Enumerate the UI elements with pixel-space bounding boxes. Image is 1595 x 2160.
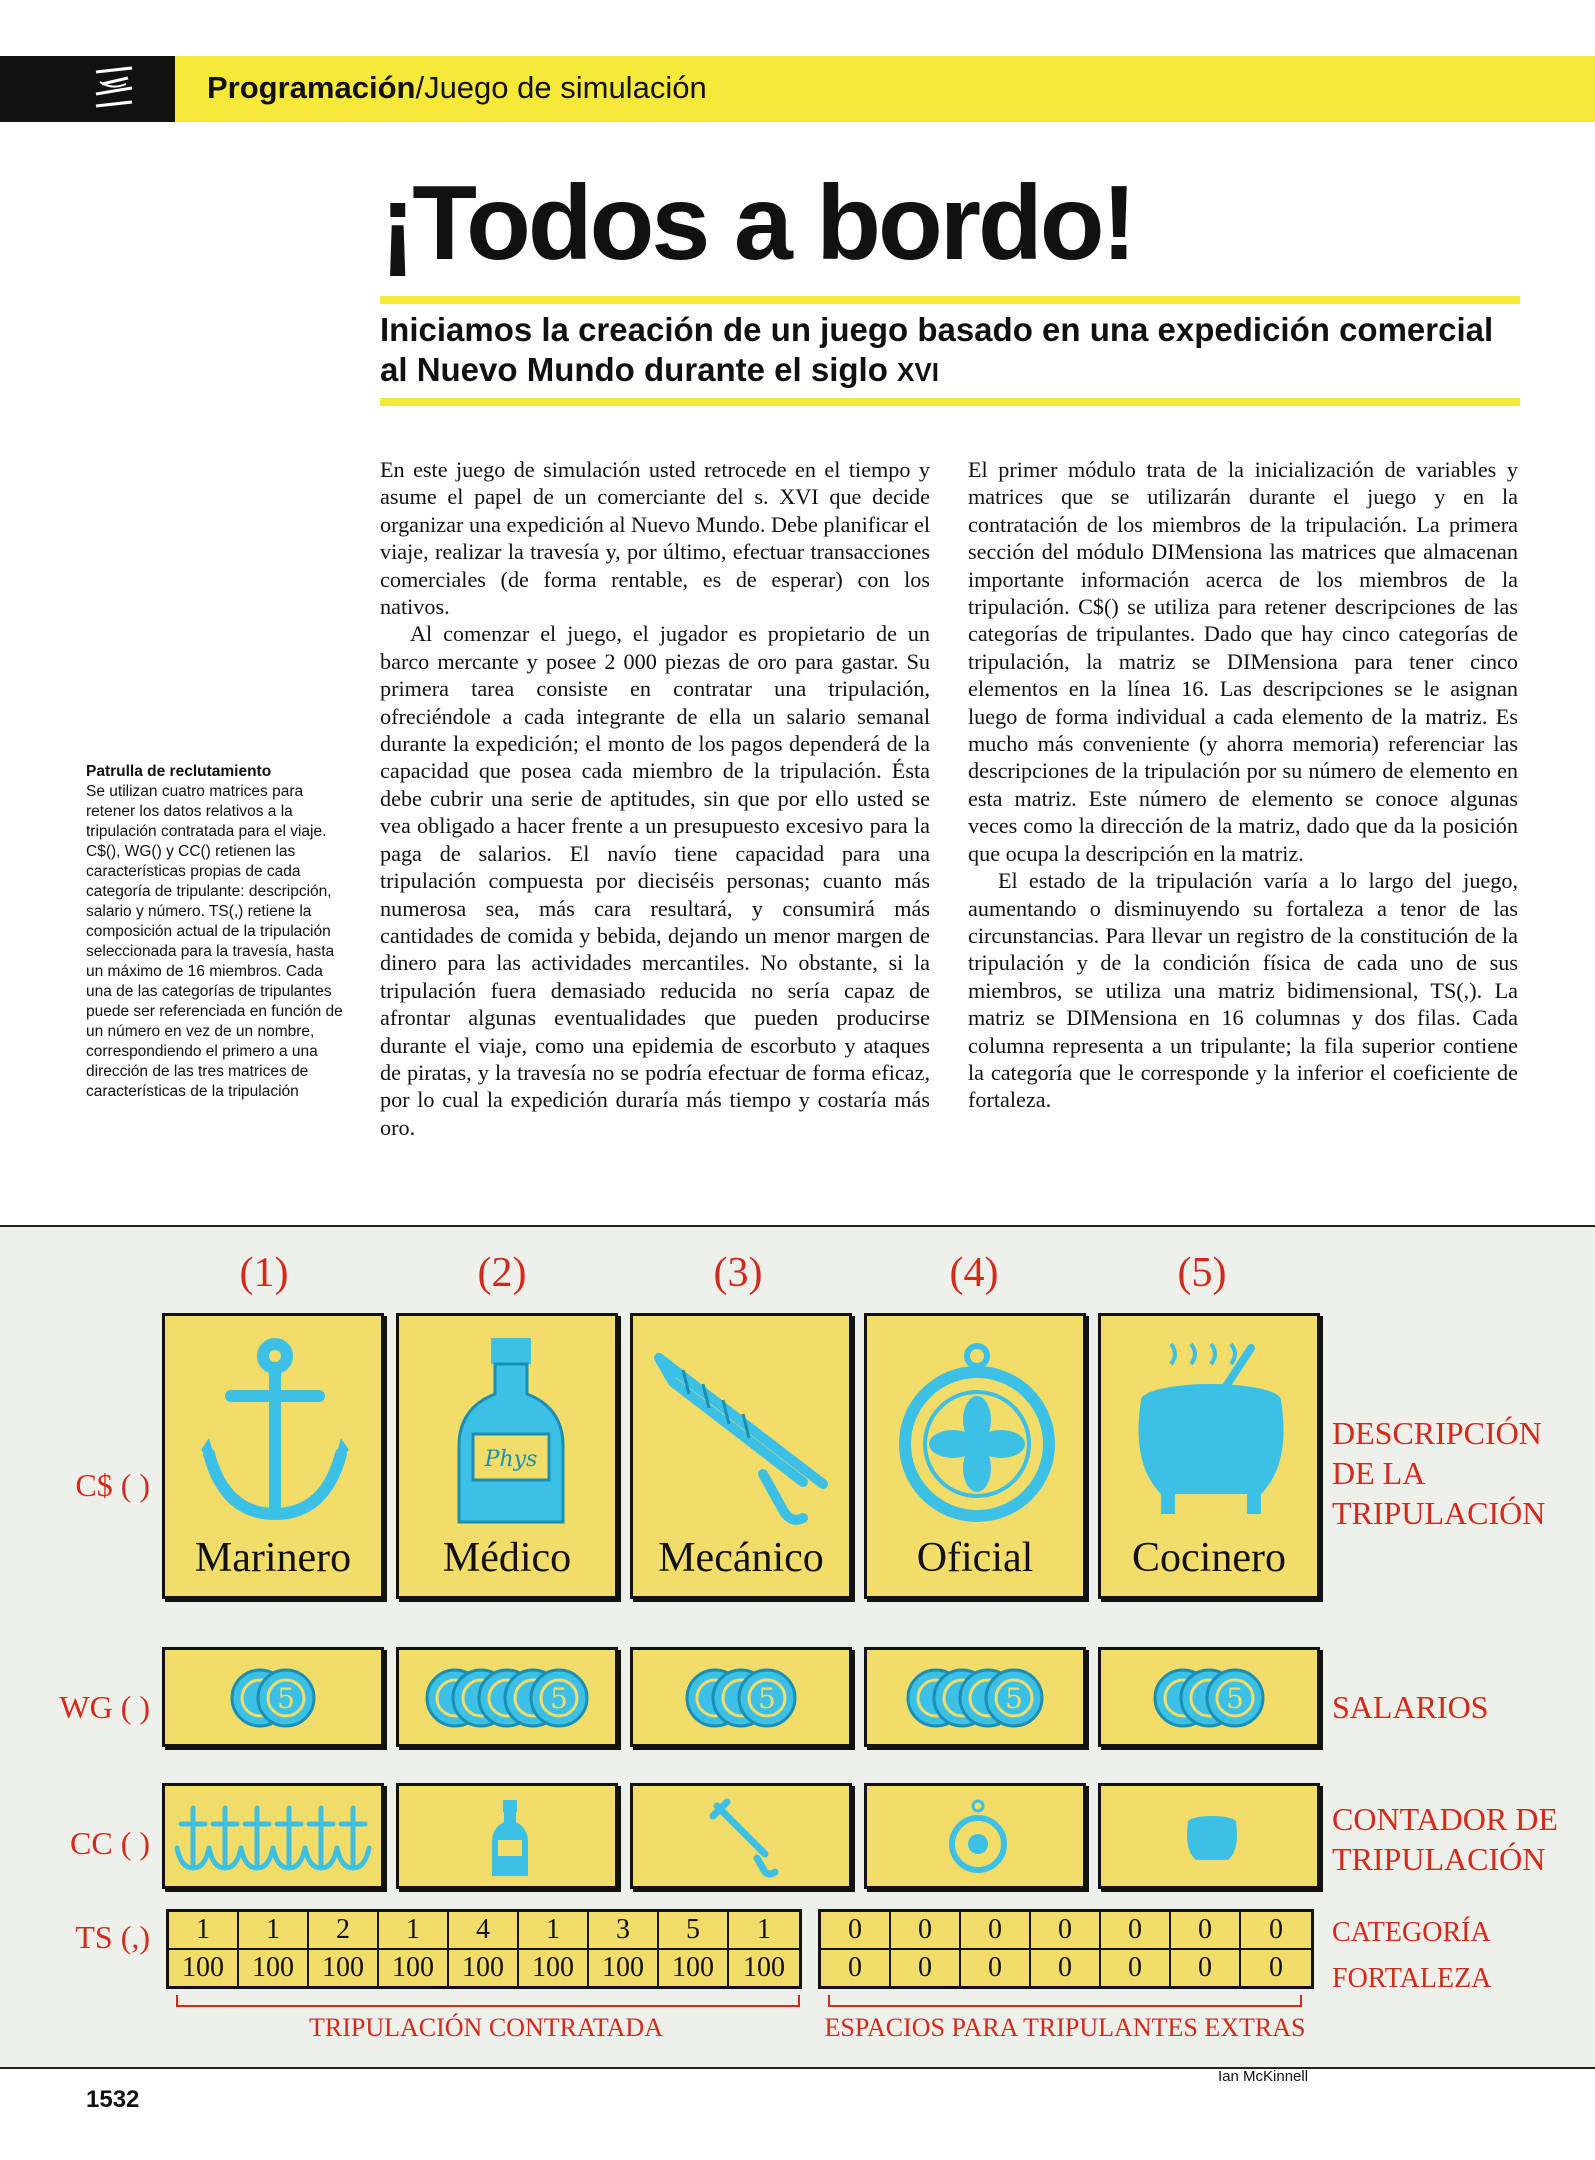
ts-category-value: 1 [266,1914,280,1945]
ts-column [1101,1912,1171,1986]
ts-strength-value: 0 [1031,1948,1099,1986]
crew-matrix-diagram [0,1225,1595,2069]
coin-icon [1207,1670,1263,1726]
coins-icon [906,1666,1044,1730]
paragraph: En este juego de simulación usted retrocede en el tiempo y asume el papel de un comerciante del s. XVI que decide organizar una expedición al Nuevo Mundo. Debe planificar el viaje, realizar la travesía y, por último, efectuar transacciones comerciales (de forma rentable, es de esperar) con los nativos. [380,457,930,620]
coin-value: 5 [550,1682,568,1715]
ts-strength-value: 100 [729,1948,799,1986]
ts-column [239,1912,309,1986]
coins-icon [425,1666,589,1730]
ts-category-value: 0 [988,1914,1002,1945]
coin-value: 5 [277,1682,295,1715]
ts-strength-value: 100 [449,1948,517,1986]
salary-card [864,1647,1086,1747]
programming-glyph-icon [92,64,138,114]
header-bar [175,56,1595,122]
ts-strength-value: 100 [309,1948,377,1986]
row-label-cc: CC ( ) [70,1825,150,1861]
paragraph: Al comenzar el juego, el jugador es propietario de un barco mercante y posee 2 000 piezas de oro para gastar. Su primera tarea consiste en contratar una tripulación, ofreciéndole a cada integrante de ella un salario semanal durante la expedición; el monto de los pagos dependerá de la capacidad que posea cada miembro de la tripulación. Ésta debe cubrir una serie de aptitudes, sin que por ello usted se vea obligado a hacer frente a un presupuesto excesivo para la paga de salarios. El navío tiene capacidad para una tripulación compuesta por dieciséis personas; cuanto más numerosa sea, más cara resultará, y consumirá más cantidades de comida y bebida, dejando un menor margen de dinero para las actividades mercantiles. No obstante, si la tripulación fuera demasiado reducida no sería capaz de afrontar algunas eventualidades que pueden producirse durante el viaje, como una epidemia de escorbuto y ataques de piratas, y la travesía no se podría efectuar de forma eficaz, por lo cual la expedición duraría más tiempo y costaría más oro. [380,621,930,1140]
coin-value: 5 [1226,1682,1244,1715]
side-label-salaries: SALARIOS [1332,1689,1489,1725]
ts-strength-value: 100 [519,1948,587,1986]
coin-icon [739,1670,795,1726]
bracket-hired [176,1995,800,2007]
salary-card [630,1647,852,1747]
caption-title: Patrulla de reclutamiento [86,763,272,780]
ts-category-value: 1 [406,1914,420,1945]
salary-card [396,1647,618,1747]
ts-strength-value: 0 [1101,1948,1169,1986]
side-label-category: CATEGORÍA [1332,1917,1491,1948]
paragraph: El primer módulo trata de la inicialización de variables y matrices que se utilizarán durante el juego y en la contratación de los miembros de la tripulación. La primera sección del módulo DIMensiona las matrices que almacenan importante información acerca de los miembros de la tripulación. C$() se utiliza para retener descripciones de las categorías de tripulantes. Dado que hay cinco categorías de tripulación, la matriz se DIMensiona para tener cinco elementos en la línea 16. Las descripciones se le asignan luego de forma individual a cada elemento de la matriz. Es mucho más conveniente (y ahorra memoria) referenciar las descripciones de la tripulación por su número de elemento en esta matriz. Este número de elemento se conoce algunas veces como la dirección de la matriz, dado que da la posición que ocupa la descripción en la matriz. [968,457,1518,866]
crew-name: Oficial [916,1535,1034,1581]
salary-card [162,1647,384,1747]
counter-card-medico [396,1783,618,1889]
cooking-pot-icon [1121,1334,1301,1534]
ts-category-value: 2 [336,1914,350,1945]
crew-card-medico [396,1313,618,1599]
side-label-line: CONTADOR DE [1332,1801,1558,1837]
subtitle-main: Iniciamos la creación de un juego basado en una expedición comercial al Nuevo Mundo durante el siglo [380,311,1494,388]
sidebar-caption [86,762,346,1102]
ts-strength-value: 0 [1171,1948,1239,1986]
ts-category-value: 0 [1198,1914,1212,1945]
index-label: (5) [1177,1250,1227,1296]
ts-category-value: 1 [196,1914,210,1945]
ts-category-value: 1 [757,1914,771,1945]
salary-card [1098,1647,1320,1747]
row-label-ts: TS (,) [75,1919,150,1955]
section-logo [0,56,175,122]
coin-value: 5 [1005,1682,1023,1715]
article-column-1 [380,456,930,1141]
ts-column [519,1912,589,1986]
side-label-description [1332,1413,1545,1533]
ts-strength-value: 100 [589,1948,657,1986]
coin-icon [531,1670,587,1726]
tool-icon [643,1334,843,1534]
ts-category-value: 0 [1128,1914,1142,1945]
coins-icon [230,1666,316,1730]
side-label-line: TRIPULACIÓN [1332,1495,1546,1531]
index-label: (4) [949,1250,999,1296]
subtitle [380,310,1520,392]
cooking-pot-icon [1182,1806,1242,1866]
ts-column [449,1912,519,1986]
subsection-name: /Juego de simulación [415,70,707,105]
ts-column [821,1912,891,1986]
ts-strength-value: 100 [169,1948,237,1986]
coin-value: 5 [758,1682,776,1715]
ts-column [379,1912,449,1986]
title-rule-top [380,296,1520,304]
coin-icon [986,1670,1042,1726]
ts-strength-value: 0 [821,1948,889,1986]
crew-name: Cocinero [1132,1535,1286,1581]
subtitle-century: XVI [897,357,939,387]
article-column-2 [968,456,1518,1114]
coins-icon [685,1666,797,1730]
ts-strength-value: 100 [239,1948,307,1986]
crew-card-cocinero [1098,1313,1320,1599]
page-title: ¡Todos a bordo! [380,164,1134,282]
ts-column [961,1912,1031,1986]
compass-icon [897,1334,1057,1534]
ts-matrix-extra [818,1909,1314,1989]
ts-column [169,1912,239,1986]
counter-card-mecanico [630,1783,852,1889]
title-rule-bottom [380,398,1520,406]
illustrator-credit: Ian McKinnell [1218,2068,1309,2085]
ts-column [1241,1912,1311,1986]
ts-category-value: 0 [1269,1914,1283,1945]
compass-icon [948,1798,1008,1878]
page-number: 1532 [86,2086,140,2113]
bottle-label: Phys [484,1447,538,1472]
crew-name: Médico [442,1535,572,1581]
anchors-icon [173,1798,373,1878]
bracket-extra [828,1995,1302,2007]
crew-name: Mecánico [658,1535,824,1581]
anchor-icon [195,1334,355,1534]
ts-strength-value: 100 [659,1948,727,1986]
paragraph: El estado de la tripulación varía a lo largo del juego, aumentando o disminuyendo su fortaleza a tenor de las circunstancias. Para llevar un registro de la constitución de la tripulación y de la condición física de cada uno de sus miembros, se utiliza una matriz bidimensional, TS(,). La matriz se DIMensiona en 16 columnas y dos filas. Cada columna representa a un tripulante; la fila superior contiene la categoría que le corresponde y la inferior el coeficiente de fortaleza. [968,868,1518,1113]
ts-category-value: 1 [546,1914,560,1945]
ts-column [309,1912,379,1986]
ts-column [659,1912,729,1986]
medicine-bottle-icon [490,1798,530,1878]
counter-card-cocinero [1098,1783,1320,1889]
coin-icon [258,1670,314,1726]
tool-icon [709,1798,779,1878]
side-label-strength: FORTALEZA [1332,1963,1492,1994]
side-label-counter [1332,1799,1558,1879]
ts-column [1031,1912,1101,1986]
ts-strength-value: 0 [961,1948,1029,1986]
ts-category-value: 3 [616,1914,630,1945]
crew-card-marinero [162,1313,384,1599]
ts-strength-value: 0 [891,1948,959,1986]
side-label-line: DE LA [1332,1455,1426,1491]
caption-body: Se utilizan cuatro matrices para retener los datos relativos a la tripulación contratada para el viaje. C$(), WG() y CC() retienen las características propias de cada categoría de tripulante: descripción, salario y número. TS(,) retiene la composición actual de la tripulación seleccionada para la travesía, hasta un máximo de 16 miembros. Cada una de las categorías de tripulantes puede ser referenciada en función de un número en vez de un nombre, correspondiendo el primero a una dirección de las tres matrices de características de la tripulación [86,783,343,1100]
ts-column [1171,1912,1241,1986]
side-label-line: DESCRIPCIÓN [1332,1415,1542,1451]
ts-category-value: 0 [918,1914,932,1945]
ts-matrix-hired [166,1909,802,1989]
index-label: (2) [477,1250,527,1296]
ts-category-value: 0 [848,1914,862,1945]
side-label-line: TRIPULACIÓN [1332,1841,1546,1877]
bracket-hired-label: TRIPULACIÓN CONTRATADA [309,2013,663,2042]
counter-card-oficial [864,1783,1086,1889]
crew-name: Marinero [194,1535,352,1581]
index-label: (1) [239,1250,289,1296]
crew-card-mecanico [630,1313,852,1599]
ts-category-value: 5 [686,1914,700,1945]
medicine-bottle-icon [451,1334,571,1534]
ts-column [589,1912,659,1986]
coins-icon [1153,1666,1265,1730]
ts-category-value: 4 [476,1914,490,1945]
row-label-cs: C$ ( ) [75,1467,150,1503]
bracket-extra-label: ESPACIOS PARA TRIPULANTES EXTRAS [824,2013,1306,2042]
section-heading [207,70,707,106]
index-label: (3) [713,1250,763,1296]
counter-card-marinero [162,1783,384,1889]
row-label-wg: WG ( ) [59,1689,150,1725]
ts-column [729,1912,799,1986]
ts-column [891,1912,961,1986]
ts-strength-value: 100 [379,1948,447,1986]
section-name: Programación [207,70,416,105]
ts-category-value: 0 [1058,1914,1072,1945]
crew-card-oficial [864,1313,1086,1599]
ts-strength-value: 0 [1241,1948,1311,1986]
